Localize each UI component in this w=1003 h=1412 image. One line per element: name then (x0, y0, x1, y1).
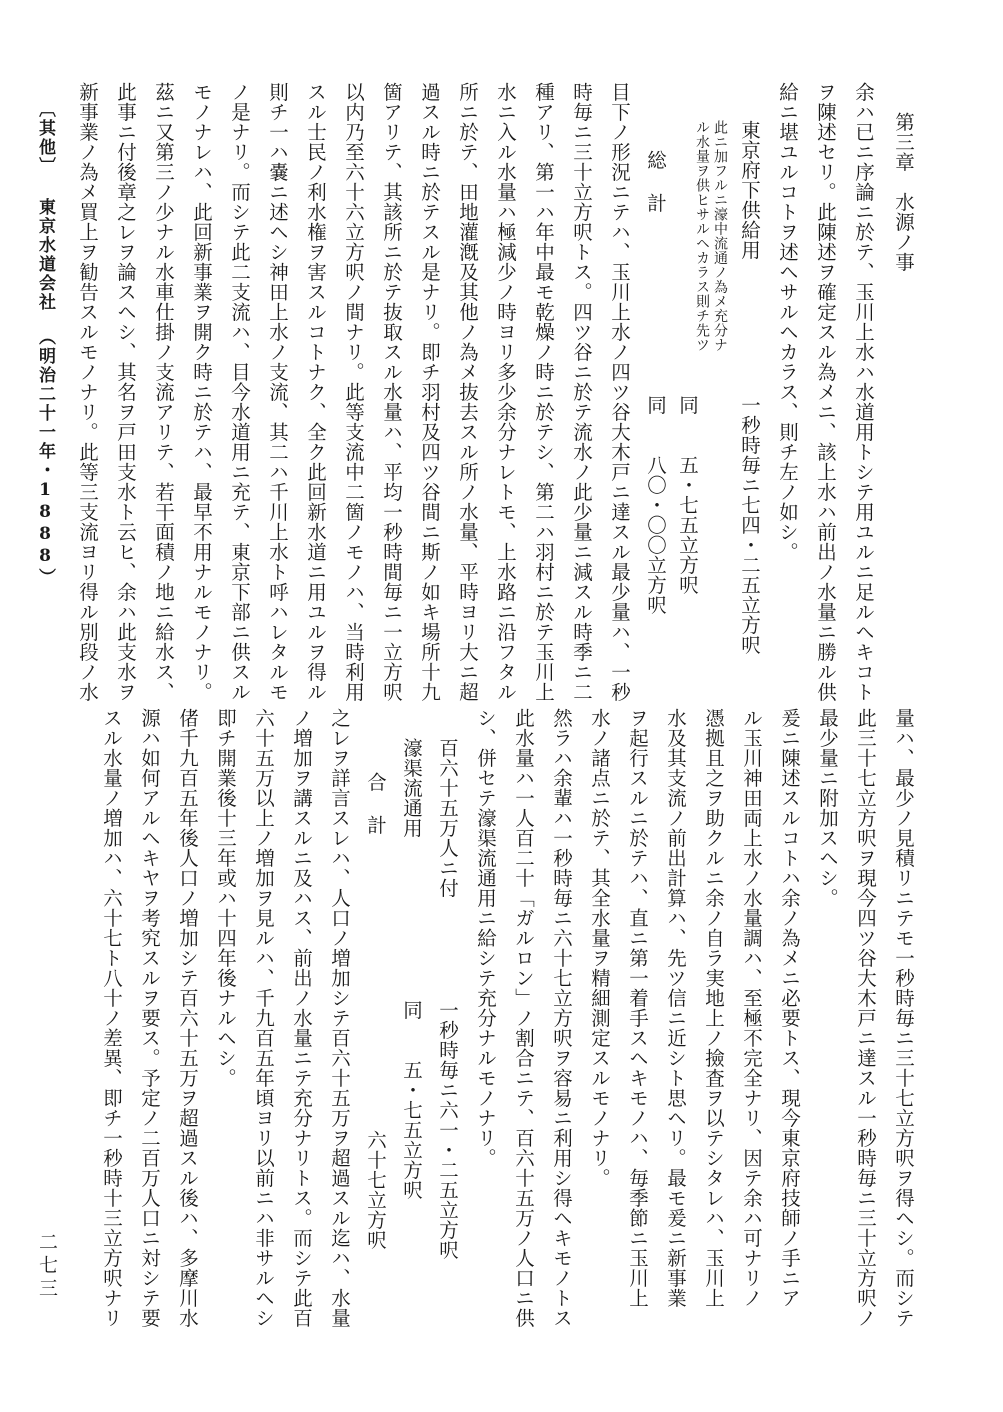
text-column: 量ハ、最少ノ見積リニテモ一秒時毎ニ三十七立方呎ヲ得ヘシ。而シテ (892, 708, 915, 1328)
chapter-title-text: 第三章 水源ノ事 (892, 112, 915, 272)
text-column: 水ノ諸点ニ於テ、其全水量ヲ精細測定スルモノナリ。 (588, 708, 611, 1188)
footer-source (30, 100, 60, 660)
text-column: 時毎ニ三十立方呎トス。四ツ谷ニ於テ流水ノ此少量ニ減スル時季ニ二 (570, 82, 593, 702)
text-column: 此事ニ付後章之レヲ論スヘシ、其名ヲ戸田支水ト云ヒ、余ハ此支水ヲ (114, 82, 137, 702)
table-row-label: 百六十五万人ニ付 (436, 738, 459, 898)
footer-date: （明治二十一年・1888） (35, 328, 55, 587)
text-column: 目下ノ形況ニテハ、玉川上水ノ四ツ谷大木戸ニ達スル最少量ハ、一秒 (608, 82, 631, 702)
text-column: 即チ開業後十三年或ハ十四年後ナルヘシ。 (214, 708, 237, 1088)
table-row-note-line: ル水量ヲ供ヒサルヘカラス則チ先ツ (694, 120, 710, 352)
text-column: ル玉川神田両上水ノ水量調ハ、至極不完全ナリ、因テ余ハ可ナリノ (740, 708, 763, 1308)
table-total-label: 総 計 (644, 150, 667, 215)
text-column: 水及其支流ノ前出計算ハ、先ツ信ニ近シト思ヘリ。最モ爰ニ新事業 (664, 708, 687, 1308)
text-column: 最少量ニ附加スヘシ。 (816, 708, 839, 908)
text-column: 新事業ノ為メ買上ヲ勧告スルモノナリ。此等三支流ヨリ得ル別段ノ水 (76, 82, 99, 702)
text-column: モノナレハ、此回新事業ヲ開ク時ニ於テハ、最早不用ナルモノナリ。 (190, 82, 213, 702)
text-column: 種アリ、第一ハ年中最モ乾燥ノ時ニ於テシ、第二ハ羽村ニ於テ玉川上 (532, 82, 555, 702)
text-column: 所ニ於テ、田地灌漑及其他ノ為メ抜去スル所ノ水量、平時ヨリ大ニ超 (456, 82, 479, 702)
text-column: 水ニ入ル水量ハ極減少ノ時ヨリ多少余分ナレトモ、上水路ニ沿フタル (494, 82, 517, 702)
table-row-label: 東京府下供給用 (738, 120, 761, 260)
text-column: 憑拠且之ヲ助クルニ余ノ自ラ実地上ノ撿査ヲ以テシタレハ、玉川上 (702, 708, 725, 1308)
text-column: 之レヲ詳言スレハ、人口ノ増加シテ百六十五万ヲ超過スル迄ハ、水量 (328, 708, 351, 1328)
text-column: 余ハ已ニ序論ニ於テ、玉川上水ハ水道用トシテ用ユルニ足ルヘキコト (852, 82, 875, 702)
text-column: 六十五万以上ノ増加ヲ見ルハ、千九百五年頃ヨリ以前ニハ非サルヘシ (252, 708, 275, 1328)
table-total-value: 六十七立方呎 (364, 1130, 387, 1250)
text-column: 然ラハ余輩ハ一秒時毎ニ六十七立方呎ヲ容易ニ利用シ得ヘキモノトス (550, 708, 573, 1328)
text-column: スル士民ノ利水権ヲ害スルコトナク、全ク此回新水道ニ用ユルヲ得ル (304, 82, 327, 702)
text-column: ノ是ナリ。而シテ此二支流ハ、目今水道用ニ充テ、東京下部ニ供スル (228, 82, 251, 702)
text-column: 箇アリテ、其該所ニ於テ抜取スル水量ハ、平均一秒時間毎ニ一立方呎 (380, 82, 403, 702)
text-column: シ、併セテ濠渠流通用ニ給シテ充分ナルモノナリ。 (474, 708, 497, 1168)
footer-category: 〔其他〕 (35, 100, 55, 176)
table-row-value: 同 五・七五立方呎 (676, 395, 699, 595)
table-row-note-line: 此ニ加フルニ濠中流通ノ為メ充分ナ (712, 120, 728, 352)
footer-publisher: 東京水道会社 (35, 198, 55, 312)
page-number: 二七三 (36, 1232, 58, 1301)
table-row-label: 濠渠流通用 (400, 738, 423, 838)
table-row-value: 一秒時毎ニ七四・二五立方呎 (738, 395, 761, 655)
text-column: ヲ起行スルニ於テハ、直ニ第一着手スヘキモノハ、毎季節ニ玉川上 (626, 708, 649, 1308)
chapter-title (888, 82, 918, 672)
table-row-value: 一秒時毎ニ六一・二五立方呎 (436, 1000, 459, 1260)
table-total-value: 同 八〇・〇〇立方呎 (644, 395, 667, 615)
text-column: 偖千九百五年後人口ノ増加シテ百六十五万ヲ超過スル後ハ、多摩川水 (176, 708, 199, 1328)
text-column: 爰ニ陳述スルコトハ余ノ為メニ必要トス、現今東京府技師ノ手ニア (778, 708, 801, 1308)
text-column: ノ増加ヲ講スルニ及ハス、前出ノ水量ニテ充分ナリトス。而シテ此百 (290, 708, 313, 1328)
text-column: 此水量ハ一人百二十「ガルロン」ノ割合ニテ、百六十五万ノ人口ニ供 (512, 708, 535, 1328)
text-column: 茲ニ又第三ノ少ナル水車仕掛ノ支流アリテ、若干面積ノ地ニ給水ス、 (152, 82, 175, 702)
text-column: 以内乃至六十六立方呎ノ間ナリ。此等支流中二箇ノモノハ、当時利用 (342, 82, 365, 702)
text-column: 給ニ堪ユルコトヲ述ヘサルヘカラス、則チ左ノ如シ。 (776, 82, 799, 562)
table-total-label: 合 計 (364, 772, 387, 837)
table-row-value: 同 五・七五立方呎 (400, 1000, 423, 1200)
text-column: ヲ陳述セリ。此陳述ヲ確定スル為メニ、該上水ハ前出ノ水量ニ勝ル供 (814, 82, 837, 702)
text-column: 源ハ如何アルヘキヤヲ考究スルヲ要ス。予定ノ二百万人口ニ対シテ要 (138, 708, 161, 1328)
text-column: スル水量ノ増加ハ、六十七ト八十ノ差異、即チ一秒時十三立方呎ナリ (100, 708, 123, 1328)
text-column: 則チ一ハ嚢ニ述ヘシ神田上水ノ支流、其二ハ千川上水ト呼ハレタルモ (266, 82, 289, 702)
text-column: 過スル時ニ於テスル是ナリ。即チ羽村及四ツ谷間ニ斯ノ如キ場所十九 (418, 82, 441, 702)
text-column: 此三十七立方呎ヲ現今四ツ谷大木戸ニ達スル一秒時毎ニ三十立方呎ノ (854, 708, 877, 1328)
